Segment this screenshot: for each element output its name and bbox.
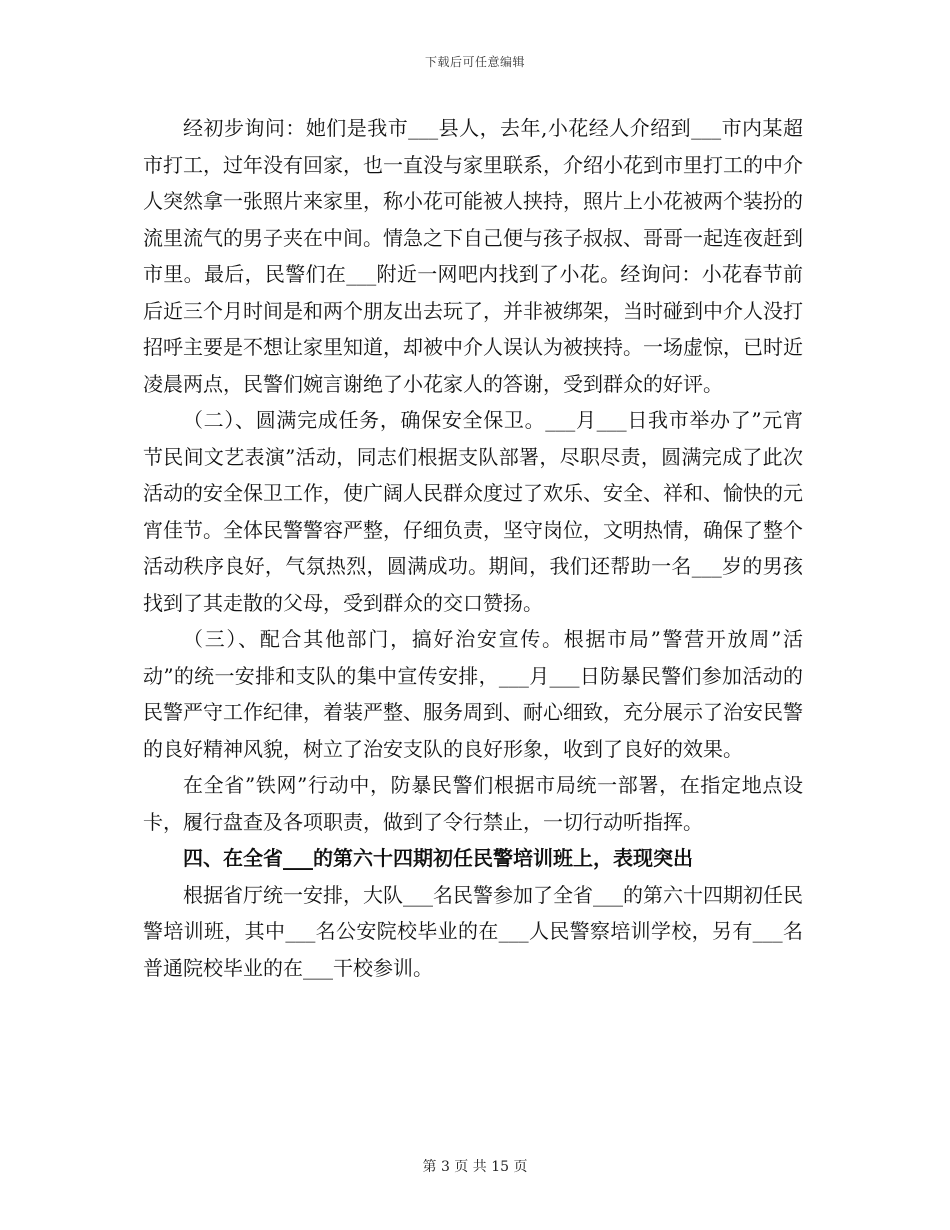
paragraph-iron-net-action: 在全省”铁网”行动中，防暴民警们根据市局统一部署，在指定地点设卡，履行盘查及各项职责，做到了令行禁止，一切行动听指挥。 bbox=[143, 773, 803, 834]
section-heading-training: 四、在全省___的第六十四期初任民警培训班上，表现突出 bbox=[183, 846, 693, 870]
paragraph-inquiry-result: 经初步询问：她们是我市___县人，去年,小花经人介绍到___市内某超市打工，过年没有回家，也一直没与家里联系，介绍小花到市里打工的中介人突然拿一张照片来家里，称小花可能被人挟持，照片上小花被两个装扮的流里流气的男子夹在中间。情急之下自己便与孩子叔叔、哥哥一起连夜赶到市里。最后，民警们在___附近一网吧内找到了小花。经询问：小花春节前后近三个月时间是和两个朋友出去玩了，并非被绑架，当时碰到中介人没打招呼主要是不想让家里知道，却被中介人误认为被挟持。一场虚惊，已时近凌晨两点，民警们婉言谢绝了小花家人的答谢，受到群众的好评。 bbox=[143, 116, 803, 396]
document-body bbox=[143, 110, 803, 986]
paragraph-publicity: （三）、配合其他部门，搞好治安宣传。根据市局”警营开放周”活动”的统一安排和支队的集中宣传安排，___月___日防暴民警们参加活动的民警严守工作纪律，着装严整、服务周到、耐心细致，充分展示了治安民警的良好精神风貌，树立了治安支队的良好形象，收到了良好的效果。 bbox=[143, 627, 803, 761]
paragraph-security-task: （二）、圆满完成任务，确保安全保卫。___月___日我市举办了”元宵节民间文艺表演”活动，同志们根据支队部署，尽职尽责，圆满完成了此次活动的安全保卫工作，使广阔人民群众度过了欢乐、安全、祥和、愉快的元宵佳节。全体民警警容严整，仔细负责，坚守岗位，文明热情，确保了整个活动秩序良好，气氛热烈，圆满成功。期间，我们还帮助一名___岁的男孩找到了其走散的父母，受到群众的交口赞扬。 bbox=[143, 408, 803, 615]
page-footer-number: 第 3 页 共 15 页 bbox=[422, 1159, 528, 1175]
page-header-note: 下载后可任意编辑 bbox=[424, 55, 525, 69]
paragraph-training-details: 根据省厅统一安排，大队___名民警参加了全省___的第六十四期初任民警培训班，其中___名公安院校毕业的在___人民警察培训学校，另有___名普通院校毕业的在___干校参训。 bbox=[143, 882, 803, 980]
